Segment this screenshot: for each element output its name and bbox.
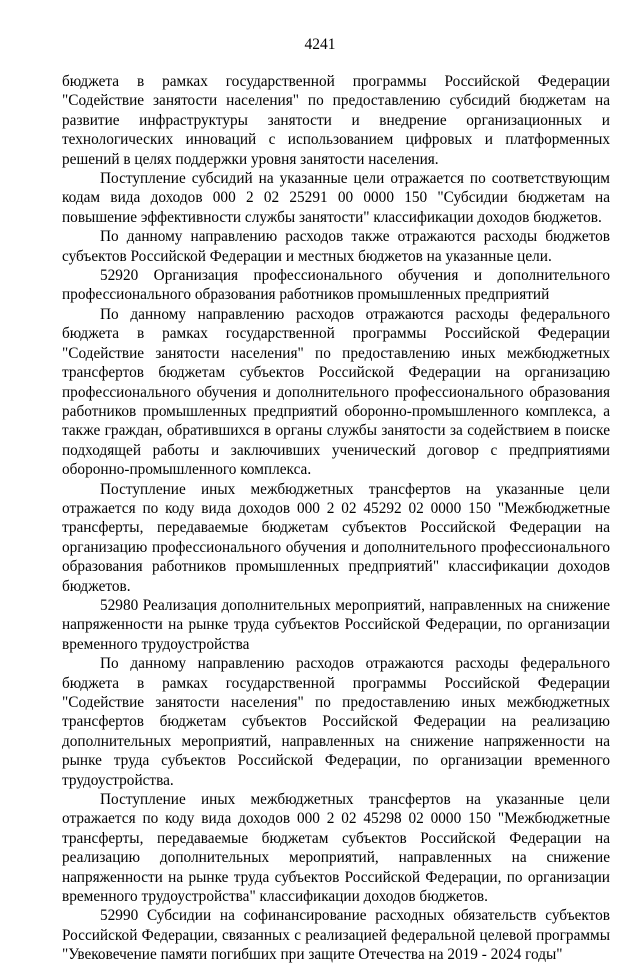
paragraph-52920-revenue: Поступление иных межбюджетных трансфертов на указанные цели отражается по коду вида доходов 000 2 02 45292 02 0000 150 "Межбюджетные трансферты, передаваемые бюджетам субъектов Российской Федерации на организацию профессионального обучения и дополнительного профессионального образования работников промышленных предприятий" классификации доходов бюджетов. [62, 480, 610, 595]
page-number: 4241 [304, 36, 336, 53]
paragraph-regional-expenses: По данному направлению расходов также отражаются расходы бюджетов субъектов Российской Федерации и местных бюджетов на указанные цели. [62, 228, 610, 265]
paragraph-52920-expenses: По данному направлению расходов отражаются расходы федерального бюджета в рамках государственной программы Российской Федерации "Содействие занятости населения" по предоставлению иных межбюджетных трансфертов бюджетам субъектов Российской Федерации на организацию профессионального обучения и дополнительного профессионального образования работников промышленных предприятий оборонно-промышленного комплекса, а также граждан, обратившихся в органы службы занятости за содействием в поиске подходящей работы и заключивших ученический договор с предприятиями оборонно-промышленного комплекса. [62, 305, 610, 479]
section-heading-52980: 52980 Реализация дополнительных мероприятий, направленных на снижение напряженности на рынке труда субъектов Российской Федерации, по организации временного трудоустройства [62, 596, 610, 653]
paragraph-revenue-subsidies: Поступление субсидий на указанные цели отражается по соответствующим кодам вида доходов 000 2 02 25291 00 0000 150 "Субсидии бюджетам на повышение эффективности службы занятости" классификации доходов бюджетов. [62, 170, 610, 226]
paragraph-52980-expenses: По данному направлению расходов отражаются расходы федерального бюджета в рамках государственной программы Российской Федерации "Содействие занятости населения" по предоставлению иных межбюджетных трансфертов бюджетам субъектов Российской Федерации на реализацию дополнительных мероприятий, направленных на снижение напряженности на рынке труда субъектов Российской Федерации, по организации временного трудоустройства. [62, 655, 610, 789]
document-body [62, 72, 610, 965]
paragraph-52980-revenue: Поступление иных межбюджетных трансфертов на указанные цели отражается по коду вида доходов 000 2 02 45298 02 0000 150 "Межбюджетные трансферты, передаваемые бюджетам субъектов Российской Федерации на реализацию дополнительных мероприятий, направленных на снижение напряженности на рынке труда субъектов Российской Федерации, по организации временного трудоустройства" классификации доходов бюджетов. [62, 791, 610, 906]
section-heading-52990: 52990 Субсидии на софинансирование расходных обязательств субъектов Российской Федерации, связанных с реализацией федеральной целевой программы "Увековечение памяти погибших при защите Отечества на 2019 - 2024 годы" [62, 907, 610, 964]
section-heading-52920: 52920 Организация профессионального обучения и дополнительного профессионального образования работников промышленных предприятий [62, 267, 610, 304]
paragraph-continuation: бюджета в рамках государственной программы Российской Федерации "Содействие занятости населения" по предоставлению субсидий бюджетам на развитие инфраструктуры занятости и внедрение организационных и технологических инноваций с использованием цифровых и платформенных решений в целях поддержки уровня занятости населения. [62, 73, 610, 168]
